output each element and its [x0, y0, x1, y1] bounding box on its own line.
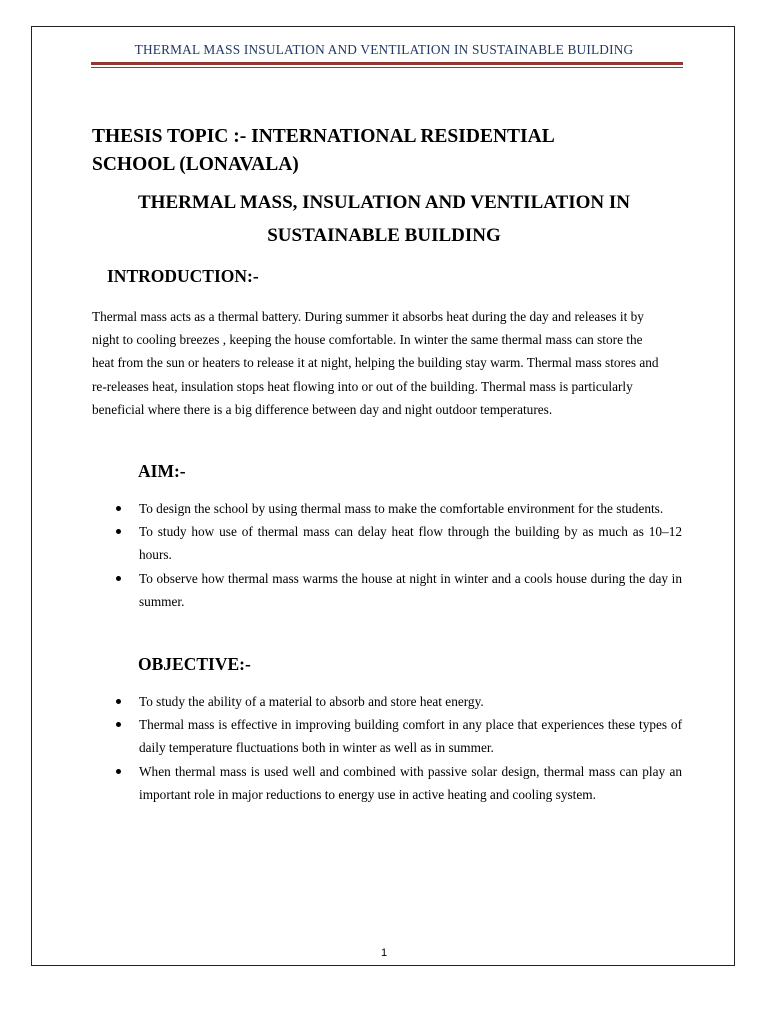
bullet-icon: [116, 506, 121, 511]
list-item-text: Thermal mass is effective in improving building comfort in any place that experiences these types of daily temperature fluctuations both in winter as well as in summer.: [139, 717, 682, 756]
objective-list: [92, 690, 682, 806]
list-item: [92, 713, 682, 759]
thesis-topic-line1: THESIS TOPIC :- INTERNATIONAL RESIDENTIAL: [92, 126, 555, 147]
list-item: [92, 567, 682, 613]
main-title: [0, 186, 768, 252]
aim-list: [92, 497, 682, 613]
bullet-icon: [116, 529, 121, 534]
list-item-text: To observe how thermal mass warms the house at night in winter and a cools house during the day in summer.: [139, 570, 682, 609]
introduction-paragraph: Thermal mass acts as a thermal battery. During summer it absorbs heat during the day and releases it by night to cooling breezes , keeping the house comfortable. In winter the same thermal mass can store the heat from the sun or heaters to release it at night, helping the building stay warm. Thermal mass stores and re-releases heat, insulation stops heat flowing into or out of the building. Thermal mass is particularly beneficial where there is a big difference between day and night outdoor temperatures.: [92, 309, 659, 417]
objective-heading: OBJECTIVE:-: [138, 654, 251, 674]
introduction-heading: INTRODUCTION:-: [107, 266, 259, 286]
list-item: [92, 520, 682, 566]
list-item-text: When thermal mass is used well and combined with passive solar design, thermal mass can play an important role in major reductions to energy use in active heating and cooling system.: [139, 763, 682, 802]
list-item: [92, 760, 682, 806]
main-title-line1: THERMAL MASS, INSULATION AND VENTILATION IN: [138, 192, 630, 213]
header-rule-thin: [91, 67, 683, 68]
thesis-topic: [92, 123, 652, 179]
header-rule-thick: [91, 62, 683, 65]
thesis-topic-line2: SCHOOL (LONAVALA): [92, 154, 299, 175]
aim-heading: AIM:-: [138, 461, 186, 481]
bullet-icon: [116, 576, 121, 581]
list-item-text: To study the ability of a material to absorb and store heat energy.: [139, 694, 484, 709]
bullet-icon: [116, 769, 121, 774]
list-item-text: To design the school by using thermal mass to make the comfortable environment for the students.: [139, 501, 664, 516]
list-item: [92, 497, 682, 520]
page-number: 1: [380, 947, 388, 959]
running-header: THERMAL MASS INSULATION AND VENTILATION IN SUSTAINABLE BUILDING: [134, 42, 634, 57]
main-title-line2: SUSTAINABLE BUILDING: [267, 225, 501, 246]
bullet-icon: [116, 722, 121, 727]
bullet-icon: [116, 699, 121, 704]
list-item-text: To study how use of thermal mass can delay heat flow through the building by as much as 10–12 hours.: [139, 524, 682, 563]
list-item: [92, 690, 682, 713]
